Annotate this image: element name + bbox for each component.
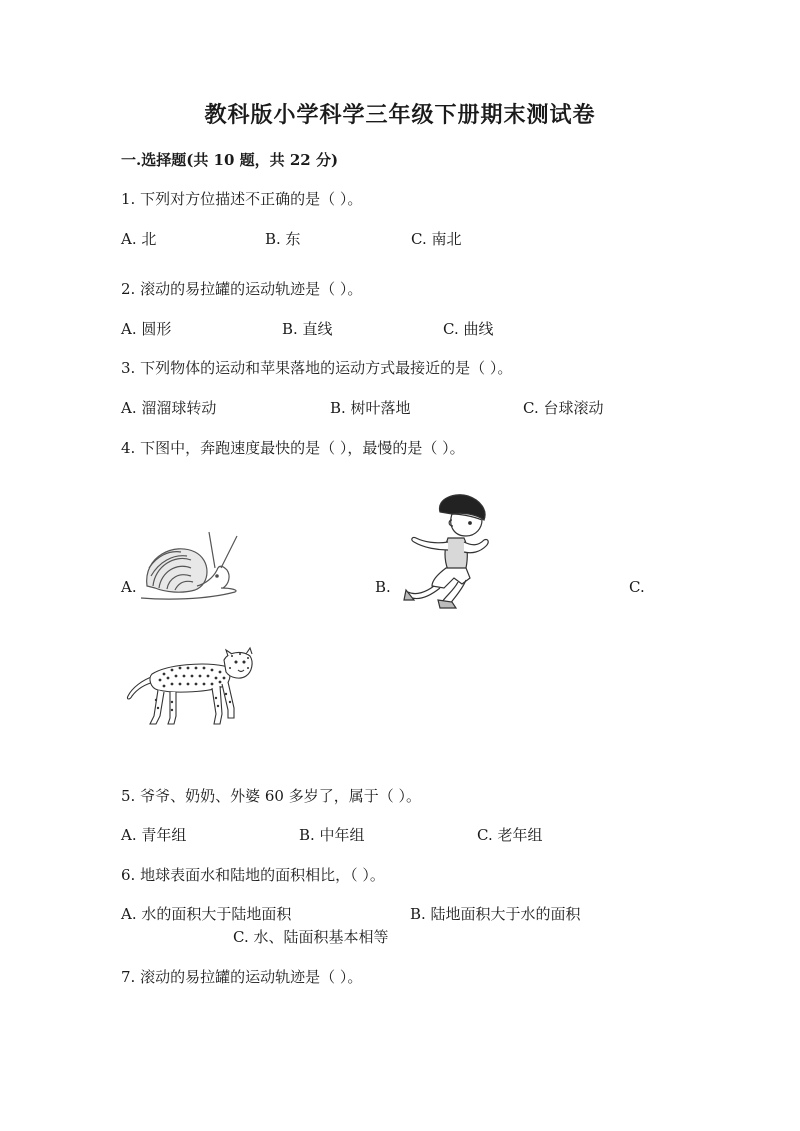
- question-5-option-b: B. 中年组: [299, 826, 365, 844]
- question-4-option-c: C.: [629, 578, 645, 596]
- question-1-option-b: B. 东: [265, 230, 301, 248]
- question-6-option-b: B. 陆地面积大于水的面积: [410, 905, 581, 923]
- question-3-stem: 3. 下列物体的运动和苹果落地的运动方式最接近的是（ ）。: [121, 359, 513, 377]
- question-3-option-a: A. 溜溜球转动: [121, 399, 217, 417]
- question-6-option-c: C. 水、陆面积基本相等: [233, 928, 389, 946]
- snail-icon: [135, 526, 245, 606]
- question-1-stem: 1. 下列对方位描述不正确的是（ ）。: [121, 190, 363, 208]
- question-3-option-b: B. 树叶落地: [330, 399, 411, 417]
- section-heading: 一.选择题(共 10 题，共 22 分): [121, 151, 339, 169]
- question-5-stem: 5. 爷爷、奶奶、外婆 60 多岁了，属于（ ）。: [121, 787, 421, 805]
- question-6-stem: 6. 地球表面水和陆地的面积相比，（ ）。: [121, 866, 385, 884]
- question-2-option-a: A. 圆形: [121, 320, 172, 338]
- question-7-stem: 7. 滚动的易拉罐的运动轨迹是（ ）。: [121, 968, 363, 986]
- question-1-option-c: C. 南北: [411, 230, 462, 248]
- question-5-option-c: C. 老年组: [477, 826, 543, 844]
- question-4-option-b: B.: [375, 578, 391, 596]
- question-2-stem: 2. 滚动的易拉罐的运动轨迹是（ ）。: [121, 280, 363, 298]
- question-1-option-a: A. 北: [121, 230, 157, 248]
- page-title: 教科版小学科学三年级下册期末测试卷: [204, 102, 596, 128]
- question-3-option-c: C. 台球滚动: [523, 399, 604, 417]
- question-5-option-a: A. 青年组: [121, 826, 187, 844]
- question-6-option-a: A. 水的面积大于陆地面积: [121, 905, 292, 923]
- question-4-option-a: A.: [121, 578, 137, 596]
- question-4-stem: 4. 下图中，奔跑速度最快的是（ ），最慢的是（ ）。: [121, 439, 465, 457]
- cheetah-icon: [124, 646, 256, 728]
- question-2-option-b: B. 直线: [282, 320, 333, 338]
- question-2-option-c: C. 曲线: [443, 320, 494, 338]
- running-boy-icon: [396, 492, 496, 610]
